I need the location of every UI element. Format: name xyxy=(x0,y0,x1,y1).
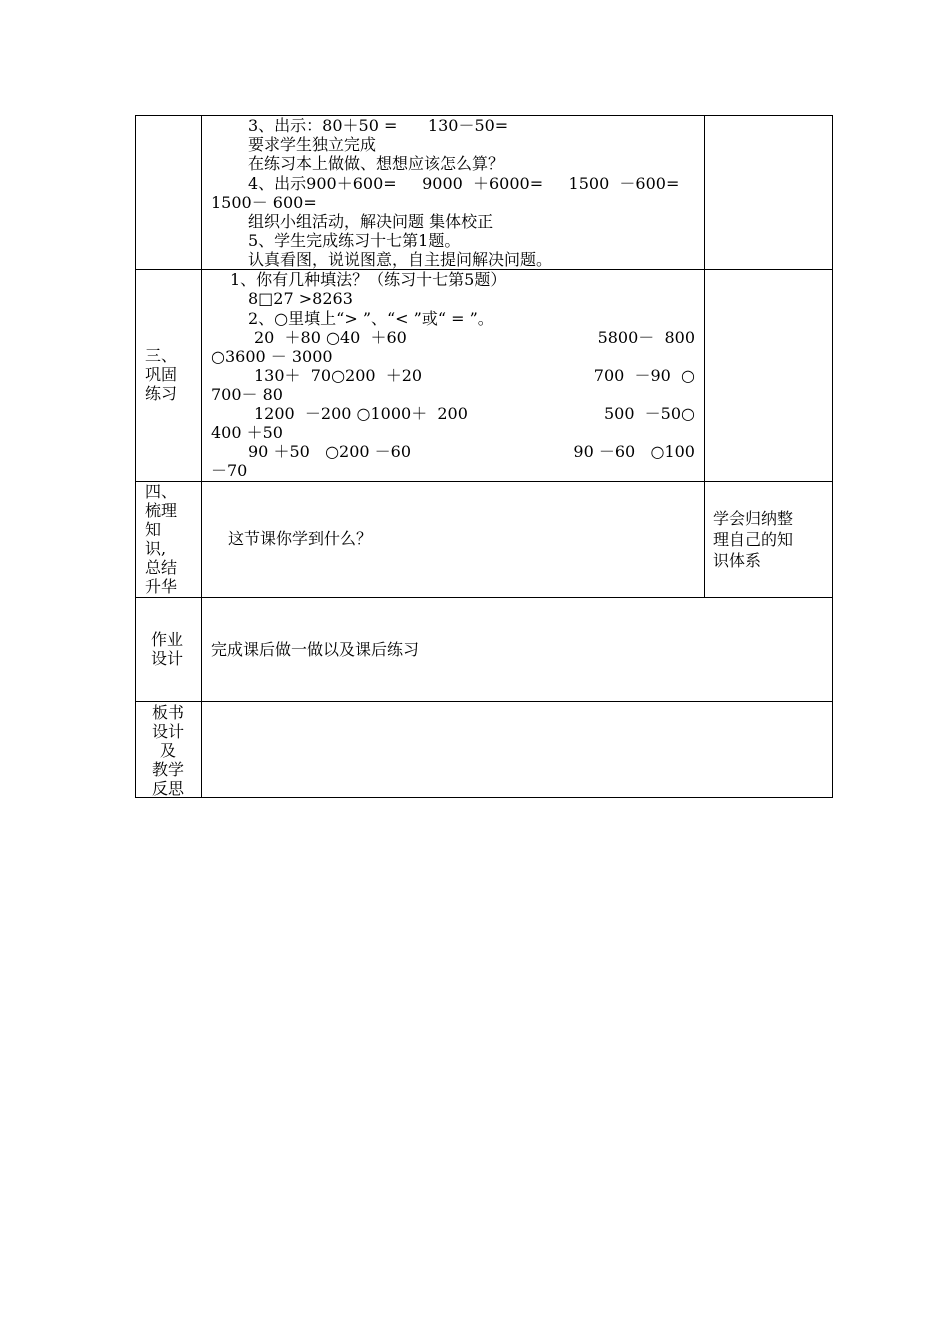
row4-content: 完成课后做一做以及课后练习 xyxy=(211,640,420,659)
step3-practice: 在练习本上做做、想想应该怎么算？ xyxy=(248,154,505,173)
step4-line: 4、出示900＋600= 9000 ＋6000= 1500 －600= xyxy=(248,174,680,193)
pair3-cont: 400 ＋50 xyxy=(211,423,283,442)
row2-label: 三、 巩固 练习 xyxy=(145,346,178,403)
exercise1-item: 8□27 >8263 xyxy=(248,289,353,308)
pair2-left: 130＋ 70○200 ＋20 xyxy=(254,366,423,385)
row4-label: 作业 设计 xyxy=(151,630,184,668)
step4-line-cont: 1500－ 600= xyxy=(211,193,317,212)
pair2-right: 700 －90 ○ xyxy=(593,366,695,385)
pair3-left: 1200 －200 ○1000＋ 200 xyxy=(254,404,468,423)
step3-requirement: 要求学生独立完成 xyxy=(248,135,377,154)
pair1-left: 20 ＋80 ○40 ＋60 xyxy=(254,328,407,347)
pair1-right: 5800－ 800 xyxy=(597,328,695,347)
pair4-right: 90 －60 ○100 xyxy=(573,442,695,461)
pair4-cont: －70 xyxy=(211,461,248,480)
pair4-left: 90 ＋50 ○200 －60 xyxy=(248,442,412,461)
step3-line: 3、出示：80＋50 = 130－50= xyxy=(248,116,509,135)
row5-label: 板书 设计 及 教学 反思 xyxy=(151,703,184,798)
exercise2-instruction: 2、○里填上“> ”、“< ”或“ = ”。 xyxy=(248,309,494,328)
step5-line: 5、学生完成练习十七第1题。 xyxy=(248,231,461,250)
row3-note: 学会归纳整 理自己的知 识体系 xyxy=(713,509,794,570)
pair3-right: 500 －50○ xyxy=(603,404,695,423)
pair1-cont: ○3600 － 3000 xyxy=(211,347,333,366)
row3-content: 这节课你学到什么？ xyxy=(228,529,373,548)
observe-line: 认真看图，说说图意，自主提问解决问题。 xyxy=(248,250,553,269)
group-activity: 组织小组活动，解决问题 集体校正 xyxy=(248,212,494,231)
row3-label: 四、 梳理 知 识, 总结 升华 xyxy=(145,482,178,596)
pair2-cont: 700－ 80 xyxy=(211,385,283,404)
exercise1-title: 1、你有几种填法？（练习十七第5题） xyxy=(230,270,507,289)
